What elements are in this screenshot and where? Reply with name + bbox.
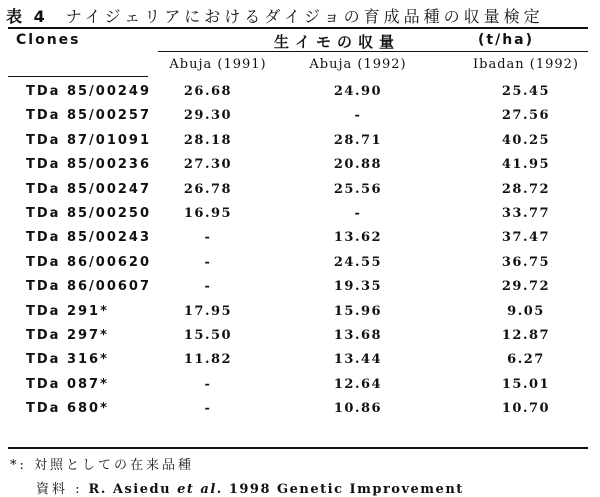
yield-value: 13.62 <box>333 230 383 246</box>
clone-name: TDa 85/00247 <box>26 181 152 197</box>
yield-value: 6.27 <box>507 352 545 368</box>
yield-value: 15.96 <box>333 303 383 319</box>
header-bottom-rule <box>8 76 148 77</box>
source-title: 1998 Genetic Improvement <box>228 482 464 497</box>
clone-name: TDa 087* <box>26 376 109 392</box>
yield-value: - <box>354 206 362 221</box>
source-line <box>36 478 464 497</box>
yield-value: 33.77 <box>501 206 551 221</box>
bottom-rule <box>8 447 588 449</box>
yield-value: 20.88 <box>333 157 383 173</box>
table-row <box>0 108 600 134</box>
yield-value: 27.30 <box>183 157 233 173</box>
yield-value: 28.71 <box>333 132 383 148</box>
clone-name: TDa 85/00250 <box>26 206 152 221</box>
unit-header: (t/ha) <box>478 32 535 48</box>
yield-value: - <box>204 254 212 270</box>
yield-value: 16.95 <box>183 206 233 221</box>
clone-name: TDa 291* <box>26 303 109 319</box>
clone-name: TDa 297* <box>26 328 109 343</box>
yield-value: 41.95 <box>501 157 551 173</box>
clone-name: TDa 85/00243 <box>26 230 152 246</box>
clone-name: TDa 86/00607 <box>26 279 152 295</box>
top-rule <box>8 27 588 29</box>
table-row <box>0 157 600 183</box>
yield-value: 15.01 <box>501 376 551 392</box>
clone-name: TDa 85/00249 <box>26 84 152 99</box>
yield-value: - <box>204 401 212 417</box>
yield-value: 28.72 <box>501 181 551 197</box>
yield-value: 24.55 <box>333 254 383 270</box>
yield-value: - <box>204 230 212 246</box>
yield-value: 27.56 <box>501 108 551 124</box>
clone-name: TDa 85/00236 <box>26 157 152 173</box>
yield-value: 26.68 <box>183 84 233 99</box>
yield-value: 26.78 <box>183 181 233 197</box>
clone-name: TDa 87/01091 <box>26 132 152 148</box>
yield-value: 28.18 <box>183 132 233 148</box>
source-author: R. Asiedu <box>88 482 172 497</box>
yield-value: 25.56 <box>333 181 383 197</box>
yield-value: 17.95 <box>183 303 233 319</box>
yield-value: 12.87 <box>501 328 551 343</box>
table-row <box>0 182 600 208</box>
table-row <box>0 352 600 378</box>
table-title <box>6 4 544 27</box>
clone-name: TDa 680* <box>26 401 109 417</box>
yield-value: 25.45 <box>501 84 551 99</box>
clone-name: TDa 86/00620 <box>26 254 152 270</box>
footnote: *: 対照としての在来品種 <box>10 458 195 473</box>
yield-value: 13.68 <box>333 328 383 343</box>
yield-value: - <box>204 279 212 295</box>
yield-value: 19.35 <box>333 279 383 295</box>
yield-group-header: 生イモの収量 <box>274 33 401 51</box>
column-header-abuja-1992: Abuja (1992) <box>309 57 407 72</box>
table-row <box>0 84 600 110</box>
yield-value: 37.47 <box>501 230 551 246</box>
yield-value: 40.25 <box>501 132 551 148</box>
table-caption: ナイジェリアにおけるダイジョの育成品種の収量検定 <box>65 7 544 26</box>
yield-value: 11.82 <box>183 352 233 368</box>
table-row <box>0 255 600 281</box>
table-row <box>0 206 600 232</box>
table-row <box>0 133 600 159</box>
table-row <box>0 279 600 305</box>
table-row <box>0 328 600 354</box>
yield-value: - <box>204 376 212 392</box>
yield-value: 29.72 <box>501 279 551 295</box>
source-etal: et al. <box>177 482 223 497</box>
yield-value: 10.86 <box>333 401 383 417</box>
yield-value: 29.30 <box>183 108 233 124</box>
source-label: 資料 : <box>36 482 83 497</box>
yield-value: 9.05 <box>507 303 545 319</box>
table-row <box>0 377 600 403</box>
yield-value: 13.44 <box>333 352 383 368</box>
yield-value: 10.70 <box>501 401 551 417</box>
clone-name: TDa 85/00257 <box>26 108 152 124</box>
yield-value: 15.50 <box>183 328 233 343</box>
column-header-abuja-1991: Abuja (1991) <box>169 57 267 72</box>
clone-name: TDa 316* <box>26 352 109 368</box>
table-row <box>0 230 600 256</box>
table-row <box>0 401 600 427</box>
yield-value: 24.90 <box>333 84 383 99</box>
yield-value: - <box>354 108 362 124</box>
yield-value: 12.64 <box>333 376 383 392</box>
table-row <box>0 304 600 330</box>
clones-header: Clones <box>16 32 81 48</box>
table-number: 表 4 <box>6 7 48 26</box>
yield-value: 36.75 <box>501 254 551 270</box>
column-header-ibadan-1992: Ibadan (1992) <box>472 57 579 72</box>
